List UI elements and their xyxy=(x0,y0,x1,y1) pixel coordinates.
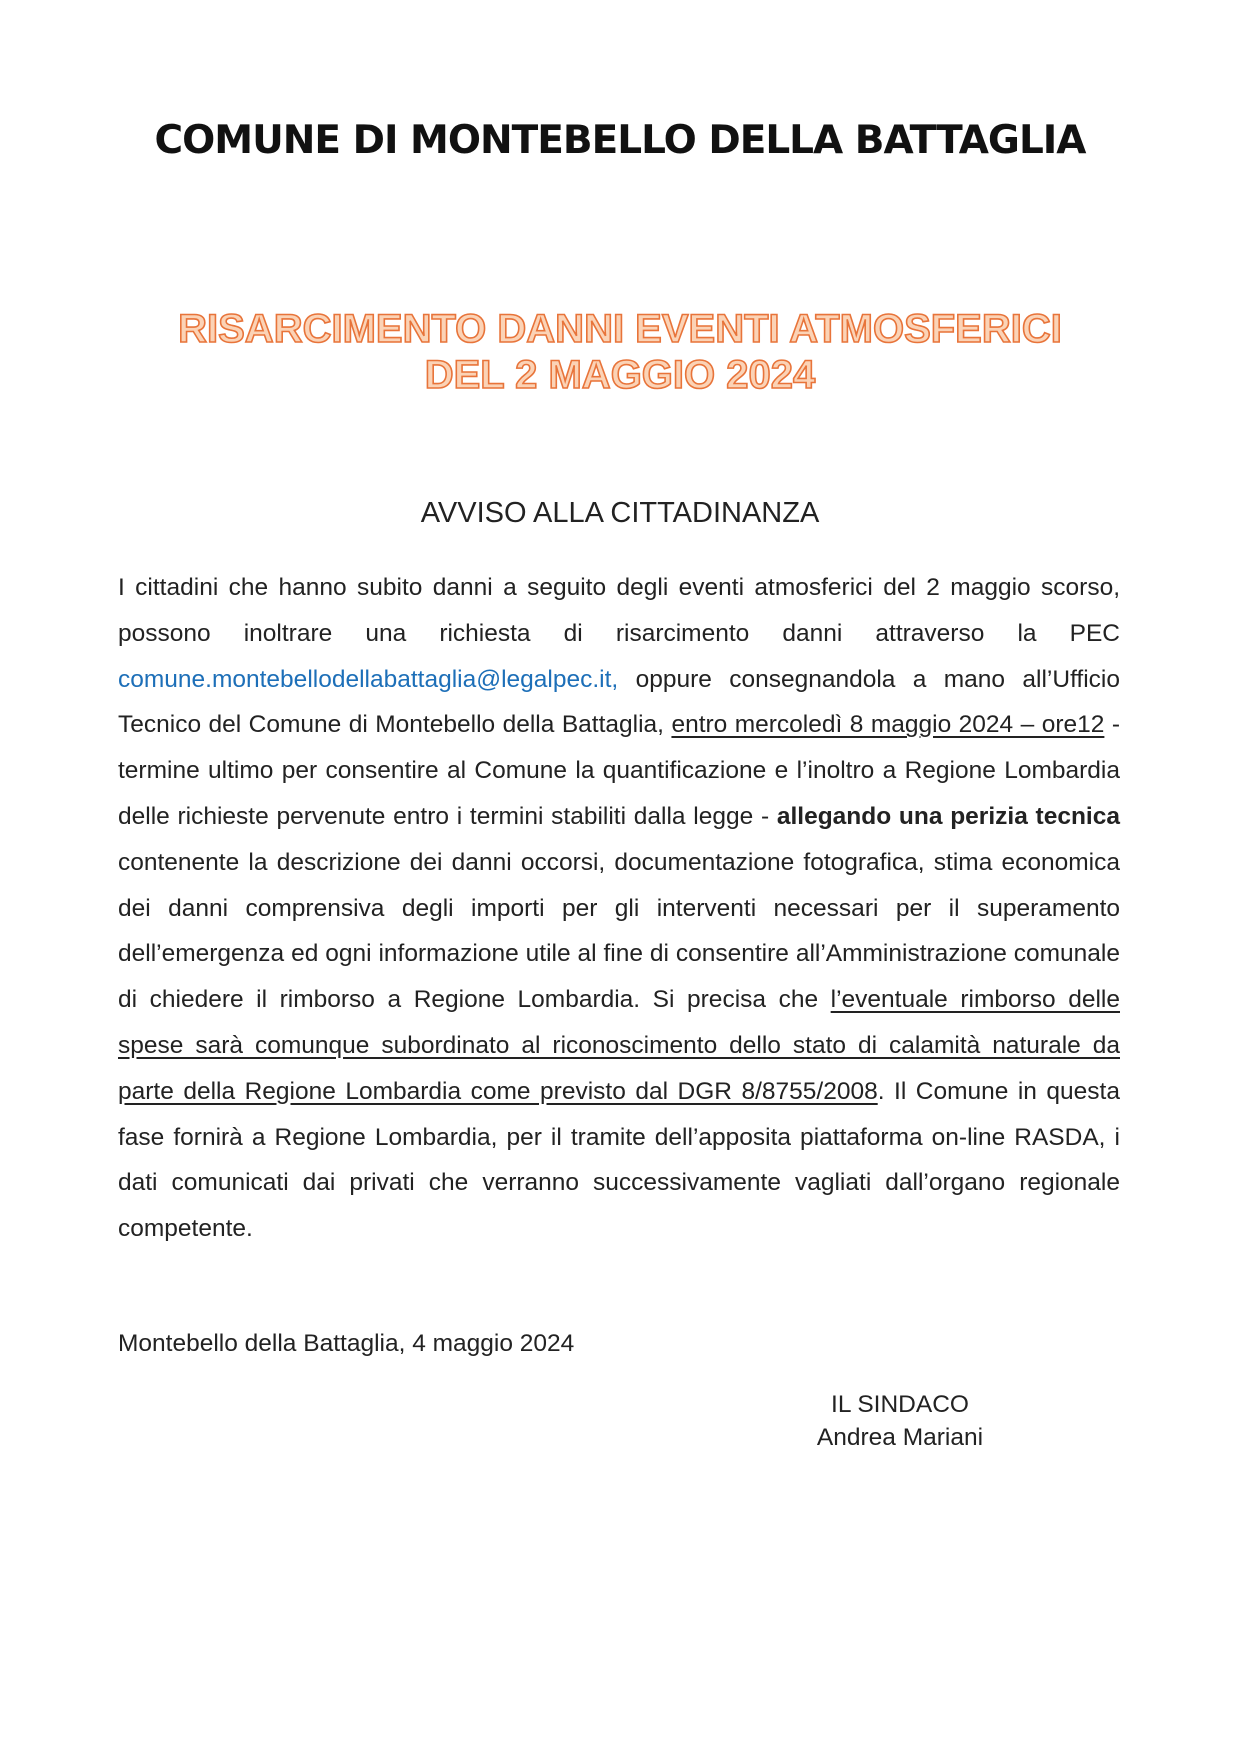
signature-title: IL SINDACO xyxy=(831,1391,969,1418)
signature-block xyxy=(660,1388,1140,1454)
body-text-4: contenente la descrizione dei danni occorsi, documentazione fotografica, stima economica dei danni comprensiva degli importi per gli interventi necessari per il superamento dell’emergenza ed ogni informazione utile al fine di consentire all’Amministrazione comunale di chiedere il rimborso a Regione Lombardia. Si precisa che xyxy=(118,848,1120,1014)
body-text-1: I cittadini che hanno subito danni a seguito degli eventi atmosferici del 2 maggio scorso, possono inoltrare una richiesta di risarcimento danni attraverso la PEC xyxy=(118,574,1120,647)
body-text-3: - termine ultimo per consentire al Comune la quantificazione e l’inoltro a Regione Lombardia delle richieste pervenute entro i termini stabiliti dalla legge - xyxy=(118,711,1121,830)
body-text-5: . Il Comune in questa fase fornirà a Regione Lombardia, per il tramite dell’apposita piattaforma on-line RASDA, i dati comunicati dai privati che verranno successivamente vagliati dall’organo regionale competente. xyxy=(118,1077,1120,1243)
headline-line-1: RISARCIMENTO DANNI EVENTI ATMOSFERICI xyxy=(178,307,1062,351)
notice-headline xyxy=(0,306,1240,398)
signature-name: Andrea Mariani xyxy=(816,1424,984,1451)
notice-title: AVVISO ALLA CITTADINANZA xyxy=(420,497,820,529)
body-paragraph xyxy=(118,565,1120,1252)
body-text-2: oppure consegnandola a mano all’Ufficio Tecnico del Comune di Montebello della Battaglia, xyxy=(118,665,1120,739)
technical-report-emphasis: allegando una perizia tecnica xyxy=(776,802,1120,830)
headline-line-2: DEL 2 MAGGIO 2024 xyxy=(424,353,816,397)
deadline-text: entro mercoledì 8 maggio 2024 – ore12 xyxy=(671,711,1105,739)
place-date: Montebello della Battaglia, 4 maggio 2024 xyxy=(118,1330,575,1357)
pec-email-link[interactable]: comune.montebellodellabattaglia@legalpec.it, xyxy=(118,665,619,693)
municipality-heading: COMUNE DI MONTEBELLO DELLA BATTAGLIA xyxy=(154,118,1086,163)
reimbursement-note: l’eventuale rimborso delle spese sarà comunque subordinato al riconoscimento dello stato di calamità naturale da parte della Regione Lombardia come previsto dal DGR 8/8755/2008 xyxy=(118,986,1120,1105)
